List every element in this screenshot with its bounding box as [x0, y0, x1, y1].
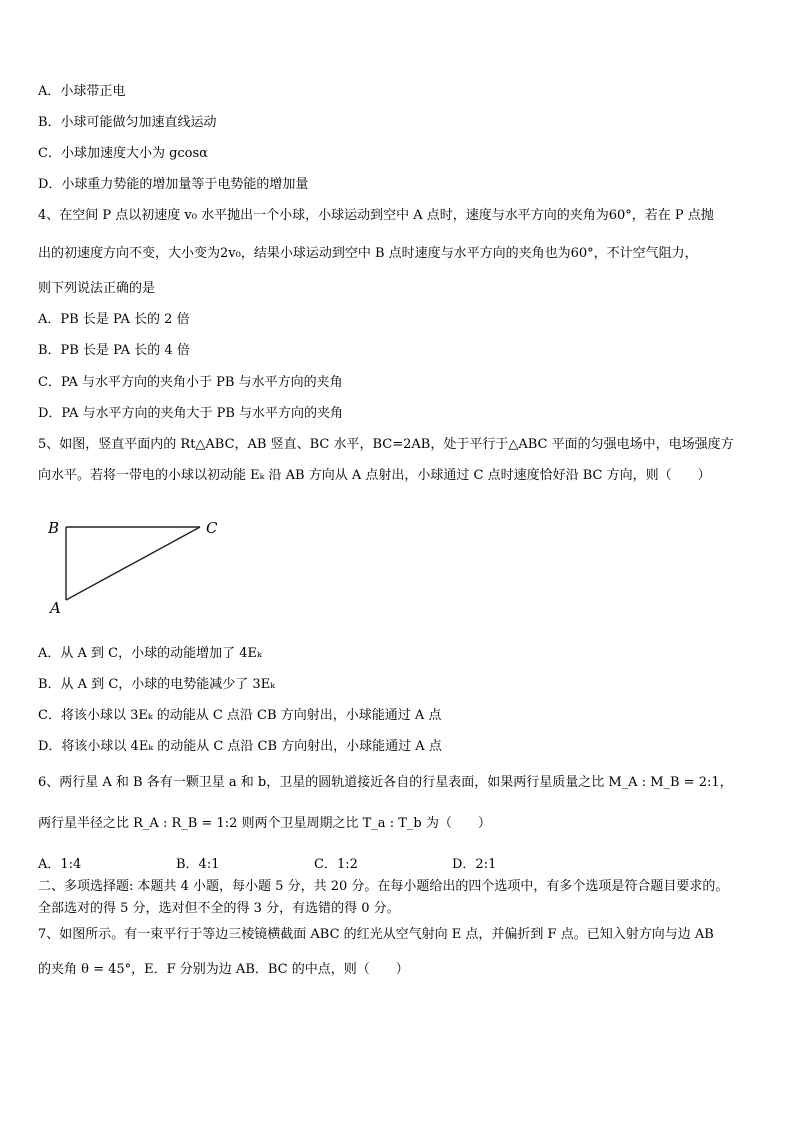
q4-stem-line3: 则下列说法正确的是 — [38, 281, 156, 296]
q4-stem-line1: 4、在空间 P 点以初速度 v₀ 水平抛出一个小球，小球运动到空中 A 点时，速度与水平方向的夹角为60°，若在 P 点抛 — [38, 208, 714, 223]
triangle-figure — [40, 505, 240, 629]
q3-option-c: C．小球加速度大小为 gcosα — [38, 146, 208, 161]
q5-option-b: B．从 A 到 C，小球的电势能减少了 3Eₖ — [38, 677, 275, 692]
q4-stem-line2: 出的初速度方向不变，大小变为2v₀，结果小球运动到空中 B 点时速度与水平方向的夹角也为60°，不计空气阻力， — [38, 246, 698, 261]
section2-line1: 二、多项选择题: 本题共 4 小题，每小题 5 分，共 20 分。在每小题给出的四个选项中，有多个选项是符合题目要求的。 — [38, 879, 729, 894]
q5-option-d: D．将该小球以 4Eₖ 的动能从 C 点沿 CB 方向射出，小球能通过 A 点 — [38, 739, 442, 754]
q6-stem-line2: 两行星半径之比 R_A : R_B = 1:2 则两个卫星周期之比 T_a : T_b 为（ ） — [38, 816, 491, 831]
q6-option-b: B．4:1 — [176, 857, 220, 872]
q5-stem-line1: 5、如图，竖直平面内的 Rt△ABC，AB 竖直、BC 水平，BC=2AB，处于平行于△ABC 平面的匀强电场中，电场强度方 — [38, 437, 734, 452]
q6-option-c: C．1:2 — [314, 857, 358, 872]
q5-option-c: C．将该小球以 3Eₖ 的动能从 C 点沿 CB 方向射出，小球能通过 A 点 — [38, 708, 442, 723]
q4-option-c: C．PA 与水平方向的夹角小于 PB 与水平方向的夹角 — [38, 375, 343, 390]
q5-option-a: A．从 A 到 C，小球的动能增加了 4Eₖ — [38, 646, 262, 661]
section2-line2: 全部选对的得 5 分，选对但不全的得 3 分，有选错的得 0 分。 — [38, 901, 400, 916]
q6-option-d: D．2:1 — [452, 857, 497, 872]
q7-stem-line1: 7、如图所示。有一束平行于等边三棱镜横截面 ABC 的红光从空气射向 E 点，并偏折到 F 点。已知入射方向与边 AB — [38, 927, 714, 942]
q6-option-a: A．1:4 — [38, 857, 82, 872]
edge-ac — [66, 527, 200, 600]
vertex-label-b: B — [48, 519, 60, 537]
q3-option-a: A．小球带正电 — [38, 84, 126, 99]
triangle-diagram — [40, 505, 240, 625]
q6-stem-line1: 6、两行星 A 和 B 各有一颗卫星 a 和 b，卫星的圆轨道接近各自的行星表面，如果两行星质量之比 M_A : M_B = 2:1， — [38, 775, 733, 790]
q3-option-d: D．小球重力势能的增加量等于电势能的增加量 — [38, 177, 309, 192]
q4-option-a: A．PB 长是 PA 长的 2 倍 — [38, 312, 190, 327]
q3-option-b: B．小球可能做匀加速直线运动 — [38, 115, 217, 130]
q4-option-d: D．PA 与水平方向的夹角大于 PB 与水平方向的夹角 — [38, 406, 344, 421]
vertex-label-c: C — [206, 519, 218, 537]
q4-option-b: B．PB 长是 PA 长的 4 倍 — [38, 343, 190, 358]
q5-stem-line2: 向水平。若将一带电的小球以初动能 Eₖ 沿 AB 方向从 A 点射出，小球通过 C 点时速度恰好沿 BC 方向，则（ ） — [38, 468, 711, 483]
q6-options-row — [38, 853, 590, 872]
q7-stem-line2: 的夹角 θ = 45°，E．F 分别为边 AB．BC 的中点，则（ ） — [38, 962, 409, 977]
vertex-label-a: A — [50, 599, 61, 617]
